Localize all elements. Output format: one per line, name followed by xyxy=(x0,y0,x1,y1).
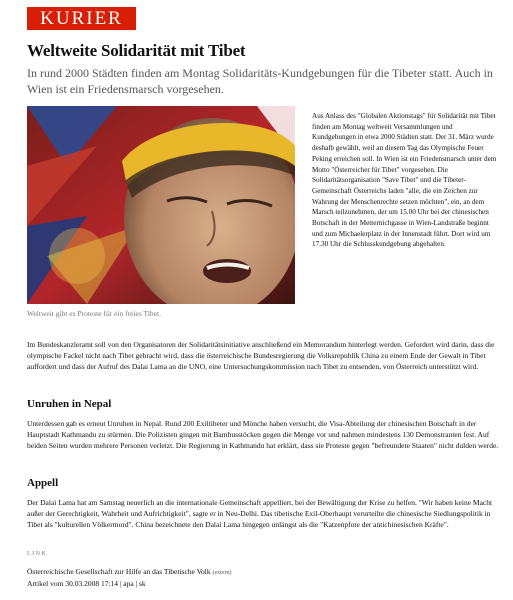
related-link[interactable]: Österreichische Gesellschaft zur Hilfe an das Tibetische Volk xyxy=(27,567,211,576)
article-photo xyxy=(27,106,295,304)
heading-appell: Appell xyxy=(27,477,59,489)
article-meta: Artikel vom 30.03.2008 17:14 | apa | sk xyxy=(27,579,146,588)
photo-caption: Weltweit gibt es Proteste für ein freies Tibet. xyxy=(27,309,161,318)
paragraph-appell: Der Dalai Lama hat am Samstag neuerlich an die internationale Gemeinschaft appelliert, bei der Bewältigung der Krise zu helfen. "Wir haben keine Macht außer der Gerechtigkeit, Wahrheit und Aufrichtigkeit", sagte er in Neu-Delhi. Das tibetische Exil-Oberhaupt verurteilte die chinesische Siedlungspolitik in Tibet als "kulturellen Völkermord". China bezeichnete den Dalai Lama hingegen unlängst als die "Katzenpfote der antichinesischen Kräfte". xyxy=(27,498,493,529)
kurier-logo[interactable]: KURIER xyxy=(27,7,136,30)
heading-unruhen-in-nepal: Unruhen in Nepal xyxy=(27,398,112,410)
link-section-label: LINK xyxy=(27,551,48,557)
article-headline: Weltweite Solidarität mit Tibet xyxy=(27,41,246,60)
paragraph-nepal: Unterdessen gab es erneut Unruhen in Nepal. Rund 200 Exiltibeter und Mönche haben versucht, die Visa-Abteilung der chinesischen Botschaft in der Hauptstadt Kathmandu zu stürmen. Die Polizisten gingen mit Bambusstöcken gegen die Menge vor und nahmen mindestens 130 Demonstranten fest. Auf beiden Seiten wurden mehrere Personen verletzt. Die Regierung in Kathmandu hat erklärt, dass sie Proteste gegen "befreundete Staaten" nicht dulden werde. xyxy=(27,419,499,450)
external-tag: (extern) xyxy=(212,570,232,576)
intro-paragraph: Aus Anlass des "Globalen Aktionstags" für Solidarität mit Tibet finden am Montag weltweit Versammlungen und Kundgebungen in etwa 2000 Städten statt. Der 31. März wurde deshalb gewählt, weil an diesem Tag das Olympische Feuer Peking erreichen soll. In Wien ist ein Friedensmarsch unter dem Motto "Österreicher für Tibet" vorgesehen. Die Solidaritätsorganisation "Save Tibet" und die Tibeter-Gemeinschaft Österreichs laden "alle, die ein Zeichen zur Wahrung der Menschenrechte setzen möchten", ein, an dem Marsch teilzunehmen, der um 15.00 Uhr bei der chinesischen Botschaft in der Metternichgasse in Wien-Landstraße beginnt und zum Michaelerplatz in der Innenstadt führt. Dort wird um 17.30 Uhr die Schlusskundgebung abgehalten. xyxy=(312,112,497,249)
paragraph-memorandum: Im Bundeskanzleramt soll von den Organisatoren der Solidaritätsinitiative anschließend ein Memorandum hinterlegt werden. Gefordert wird darin, dass die olympische Fackel nicht nach Tibet gebracht wird, dass die österreichische Bundesregierung die Volksrepublik China zu einem Ende der Gewalt in Tibet auffordert und dass der Aufruf des Dalai Lama an die UNO, eine Untersuchungskommission nach Tibet zu entsenden, von Österreich unterstützt wird. xyxy=(27,340,495,371)
article-lead: In rund 2000 Städten finden am Montag Solidaritäts-Kundgebungen für die Tibeter statt. Auch in Wien ist ein Friedensmarsch vorgesehen. xyxy=(27,66,493,96)
